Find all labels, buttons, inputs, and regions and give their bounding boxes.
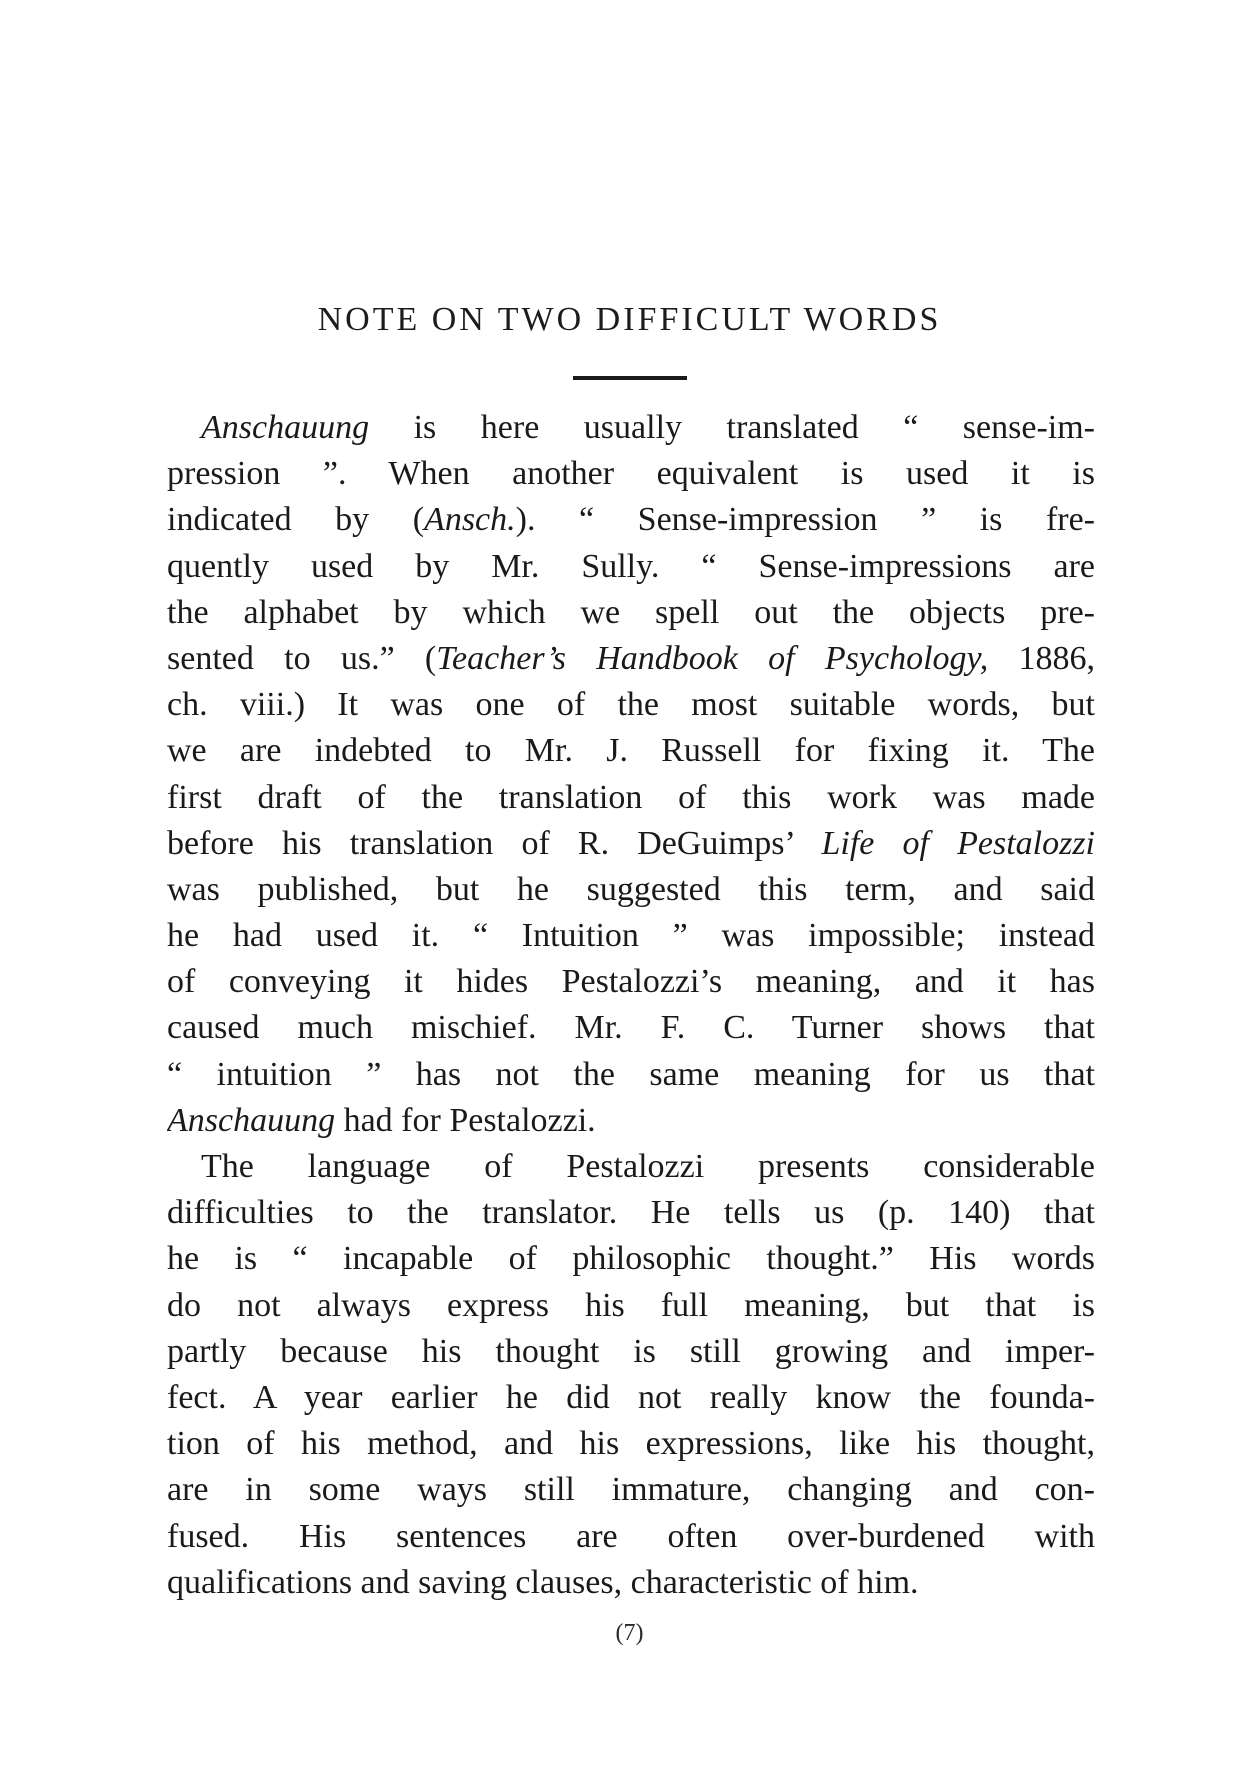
text-line: partly because his thought is still growing and imper- bbox=[167, 1332, 1095, 1370]
text-line: are in some ways still immature, changing and con- bbox=[167, 1471, 1095, 1509]
text-line: The language of Pestalozzi presents considerable bbox=[201, 1148, 1095, 1185]
text-line: quently used by Mr. Sully. “ Sense-impressions are bbox=[167, 547, 1095, 585]
text-line: he had used it. “ Intuition ” was impossible; instead bbox=[167, 917, 1095, 955]
heading-rule bbox=[573, 376, 687, 380]
paragraph-2 bbox=[167, 1144, 1095, 1606]
text-line: pression ”. When another equivalent is used it is bbox=[167, 455, 1095, 493]
page-number: (7) bbox=[615, 1620, 644, 1646]
text-line: we are indebted to Mr. J. Russell for fixing it. The bbox=[167, 732, 1095, 770]
paragraph-1 bbox=[167, 405, 1095, 1144]
text-line: tion of his method, and his expressions, like his thought, bbox=[167, 1425, 1095, 1463]
text-line: Anschauung had for Pestalozzi. bbox=[167, 1101, 596, 1139]
text-line: Anschauung is here usually translated “ sense-im- bbox=[201, 409, 1095, 446]
page-heading: NOTE ON TWO DIFFICULT WORDS bbox=[317, 301, 942, 338]
text-line: ch. viii.) It was one of the most suitable words, but bbox=[167, 686, 1095, 724]
body-text bbox=[167, 405, 1095, 1606]
text-line: the alphabet by which we spell out the objects pre- bbox=[167, 593, 1095, 631]
text-line: caused much mischief. Mr. F. C. Turner shows that bbox=[167, 1009, 1095, 1047]
text-line: difficulties to the translator. He tells us (p. 140) that bbox=[167, 1194, 1095, 1232]
text-line: indicated by (Ansch.). “ Sense-impression ” is fre- bbox=[167, 501, 1095, 539]
text-line: do not always express his full meaning, but that is bbox=[167, 1286, 1095, 1324]
text-line: of conveying it hides Pestalozzi’s meaning, and it has bbox=[167, 963, 1095, 1001]
text-line: before his translation of R. DeGuimps’ Life of Pestalozzi bbox=[167, 824, 1095, 862]
text-line: fect. A year earlier he did not really know the founda- bbox=[167, 1378, 1095, 1416]
text-line: sented to us.” (Teacher’s Handbook of Psychology, 1886, bbox=[167, 639, 1095, 677]
text-line: fused. His sentences are often over-burdened with bbox=[167, 1517, 1095, 1555]
text-line: he is “ incapable of philosophic thought.” His words bbox=[167, 1240, 1095, 1278]
text-line: was published, but he suggested this term, and said bbox=[167, 870, 1095, 908]
text-line: qualifications and saving clauses, characteristic of him. bbox=[167, 1563, 919, 1601]
text-line: “ intuition ” has not the same meaning for us that bbox=[167, 1055, 1095, 1093]
text-line: first draft of the translation of this work was made bbox=[167, 778, 1095, 816]
